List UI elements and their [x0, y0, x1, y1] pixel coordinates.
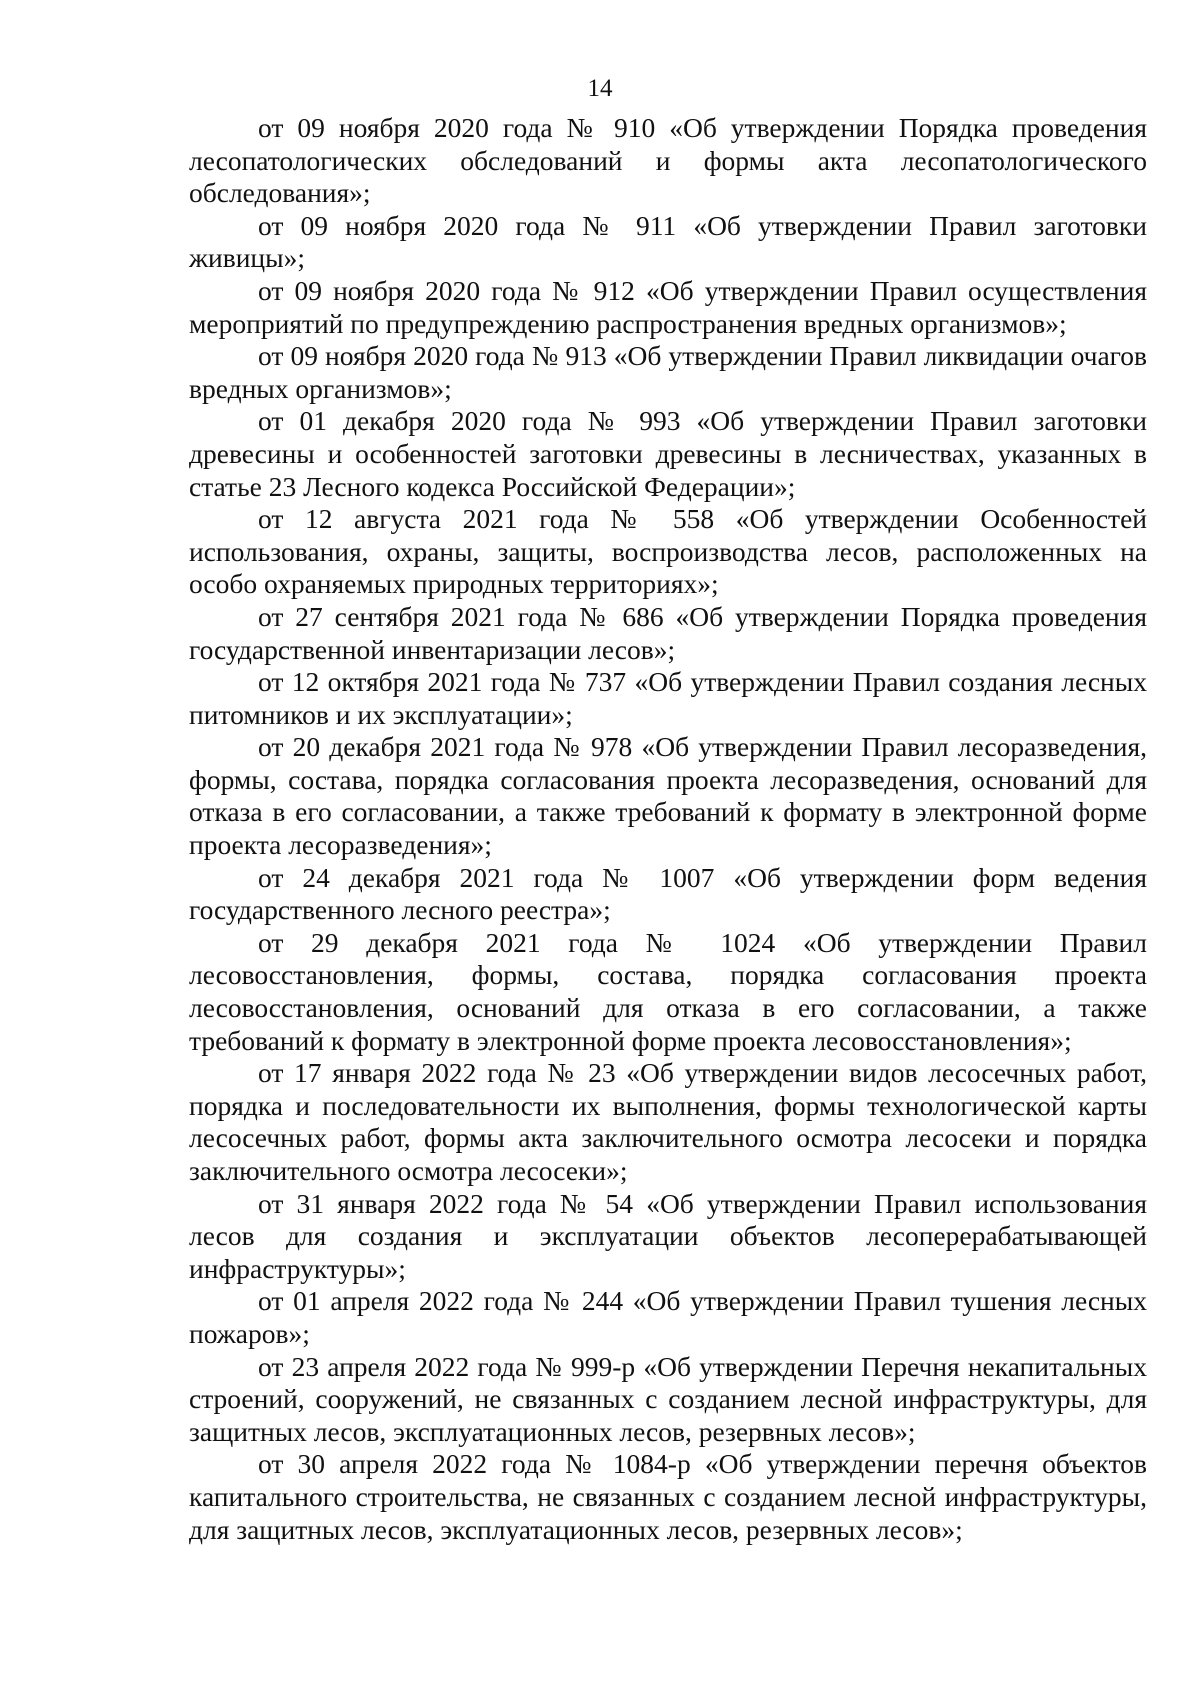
- list-item: от 31 января 2022 года № 54 «Об утверждении Правил использования лесов для создания и эксплуатации объектов лесоперерабатывающей инфраструктуры»;: [189, 1187, 1147, 1284]
- list-item: от 01 апреля 2022 года № 244 «Об утверждении Правил тушения лесных пожаров»;: [189, 1285, 1147, 1349]
- list-item: от 27 сентября 2021 года № 686 «Об утверждении Порядка проведения государственной инвентаризации лесов»;: [189, 600, 1147, 665]
- list-item: от 01 декабря 2020 года № 993 «Об утверждении Правил заготовки древесины и особенностей заготовки древесины в лесничествах, указанных в статье 23 Лесного кодекса Российской Федерации»;: [189, 405, 1147, 502]
- list-item: от 17 января 2022 года № 23 «Об утверждении видов лесосечных работ, порядка и последовательности их выполнения, формы технологической карты лесосечных работ, формы акта заключительного осмотра лесосеки и порядка заключительного осмотра лесосеки»;: [189, 1057, 1147, 1186]
- list-item: от 09 ноября 2020 года № 911 «Об утверждении Правил заготовки живицы»;: [189, 209, 1147, 274]
- list-item: от 29 декабря 2021 года № 1024 «Об утверждении Правил лесовосстановления, формы, состава, порядка согласования проекта лесовосстановления, оснований для отказа в его согласовании, а также требований к формату в электронной форме проекта лесовосстановления»;: [189, 926, 1147, 1056]
- list-item: от 09 ноября 2020 года № 910 «Об утверждении Порядка проведения лесопатологических обследований и формы акта лесопатологического обследования»;: [189, 112, 1147, 209]
- list-item: от 09 ноября 2020 года № 913 «Об утверждении Правил ликвидации очагов вредных организмов»;: [189, 340, 1147, 404]
- list-item: от 12 октября 2021 года № 737 «Об утверждении Правил создания лесных питомников и их эксплуатации»;: [189, 666, 1147, 730]
- page-number: 14: [587, 75, 613, 102]
- list-item: от 12 августа 2021 года № 558 «Об утверждении Особенностей использования, охраны, защиты, воспроизводства лесов, расположенных на особо охраняемых природных территориях»;: [189, 503, 1147, 600]
- list-item: от 09 ноября 2020 года № 912 «Об утверждении Правил осуществления мероприятий по предупреждению распространения вредных организмов»;: [189, 274, 1147, 339]
- list-item: от 20 декабря 2021 года № 978 «Об утверждении Правил лесоразведения, формы, состава, порядка согласования проекта лесоразведения, оснований для отказа в его согласовании, а также требований к формату в электронной форме проекта лесоразведения»;: [189, 731, 1147, 861]
- list-item: от 23 апреля 2022 года № 999-р «Об утверждении Перечня некапитальных строений, сооружений, не связанных с созданием лесной инфраструктуры, для защитных лесов, эксплуатационных лесов, резервных лесов»;: [189, 1350, 1147, 1447]
- list-item: от 24 декабря 2021 года № 1007 «Об утверждении форм ведения государственного лесного реестра»;: [189, 861, 1147, 926]
- document-body: [189, 112, 1147, 1546]
- list-item: от 30 апреля 2022 года № 1084-р «Об утверждении перечня объектов капитального строительства, не связанных с созданием лесной инфраструктуры, для защитных лесов, эксплуатационных лесов, резервных лесов»;: [189, 1448, 1147, 1545]
